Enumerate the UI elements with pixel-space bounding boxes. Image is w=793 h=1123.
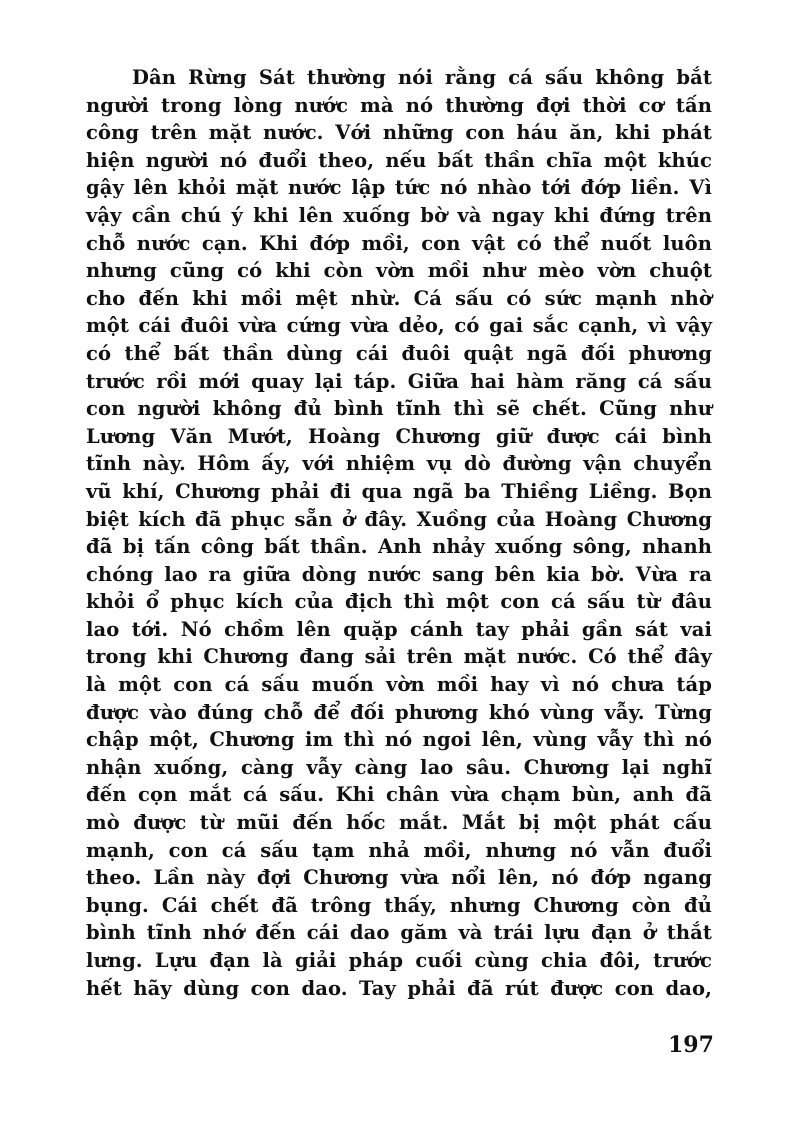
text-line: bình tĩnh nhớ đến cái dao găm và trái lựu đạn ở thắt	[86, 921, 712, 945]
text-line: gậy lên khỏi mặt nước lập tức nó nhào tới đớp liền. Vì	[86, 176, 712, 200]
page-number: 197	[668, 1032, 714, 1058]
text-line: khỏi ổ phục kích của địch thì một con cá sấu từ đâu	[86, 590, 712, 614]
text-line: trước rồi mới quay lại táp. Giữa hai hàm răng cá sấu	[86, 369, 712, 393]
text-line: con người không đủ bình tĩnh thì sẽ chết. Cũng như	[86, 397, 712, 421]
text-line: bụng. Cái chết đã trông thấy, nhưng Chương còn đủ	[86, 893, 712, 917]
text-line: đến cọn mắt cá sấu. Khi chân vừa chạm bùn, anh đã	[86, 783, 712, 807]
text-line: Lương Văn Mướt, Hoàng Chương giữ được cái bình	[86, 424, 712, 448]
text-line: hiện người nó đuổi theo, nếu bất thần chĩa một khúc	[86, 148, 712, 172]
body-text	[86, 64, 712, 1002]
text-line: biệt kích đã phục sẵn ở đây. Xuồng của Hoàng Chương	[86, 507, 712, 531]
text-line: trong khi Chương đang sải trên mặt nước. Có thể đây	[86, 645, 712, 669]
text-line: đã bị tấn công bất thần. Anh nhảy xuống sông, nhanh	[86, 535, 712, 559]
text-line: chỗ nước cạn. Khi đớp mồi, con vật có thể nuốt luôn	[86, 231, 712, 255]
text-line: vậy cần chú ý khi lên xuống bờ và ngay khi đứng trên	[86, 203, 712, 227]
text-line: hết hãy dùng con dao. Tay phải đã rút được con dao,	[86, 976, 712, 1000]
text-line: công trên mặt nước. Với những con háu ăn, khi phát	[86, 121, 712, 145]
text-line: Dân Rừng Sát thường nói rằng cá sấu không bắt	[132, 66, 712, 89]
text-line: một cái đuôi vừa cứng vừa dẻo, có gai sắc cạnh, vì vậy	[86, 314, 712, 338]
text-line: lao tới. Nó chồm lên quặp cánh tay phải gần sát vai	[86, 617, 712, 641]
text-line: vũ khí, Chương phải đi qua ngã ba Thiềng Liềng. Bọn	[86, 479, 712, 503]
text-line: nhưng cũng có khi còn vờn mồi như mèo vờn chuột	[86, 259, 712, 283]
text-line: tĩnh này. Hôm ấy, với nhiệm vụ dò đường vận chuyển	[86, 452, 712, 476]
text-line: chập một, Chương im thì nó ngoi lên, vùng vẫy thì nó	[86, 728, 712, 752]
text-line: là một con cá sấu muốn vờn mồi hay vì nó chưa táp	[86, 673, 712, 697]
text-line: mạnh, con cá sấu tạm nhả mồi, nhưng nó vẫn đuổi	[86, 838, 712, 862]
text-line: người trong lòng nước mà nó thường đợi thời cơ tấn	[86, 93, 712, 117]
text-line: mò được từ mũi đến hốc mắt. Mắt bị một phát cấu	[86, 811, 712, 835]
text-line: theo. Lần này đợi Chương vừa nổi lên, nó đớp ngang	[86, 866, 712, 890]
text-line: chóng lao ra giữa dòng nước sang bên kia bờ. Vừa ra	[86, 562, 712, 586]
text-line: nhận xuống, càng vẫy càng lao sâu. Chương lại nghĩ	[86, 755, 712, 779]
text-line: lưng. Lựu đạn là giải pháp cuối cùng chia đôi, trước	[86, 949, 712, 972]
text-line: có thể bất thần dùng cái đuôi quật ngã đối phương	[86, 341, 712, 365]
text-line: được vào đúng chỗ để đối phương khó vùng vẫy. Từng	[86, 700, 712, 724]
text-line: cho đến khi mồi mệt nhừ. Cá sấu có sức mạnh nhờ	[86, 286, 712, 310]
